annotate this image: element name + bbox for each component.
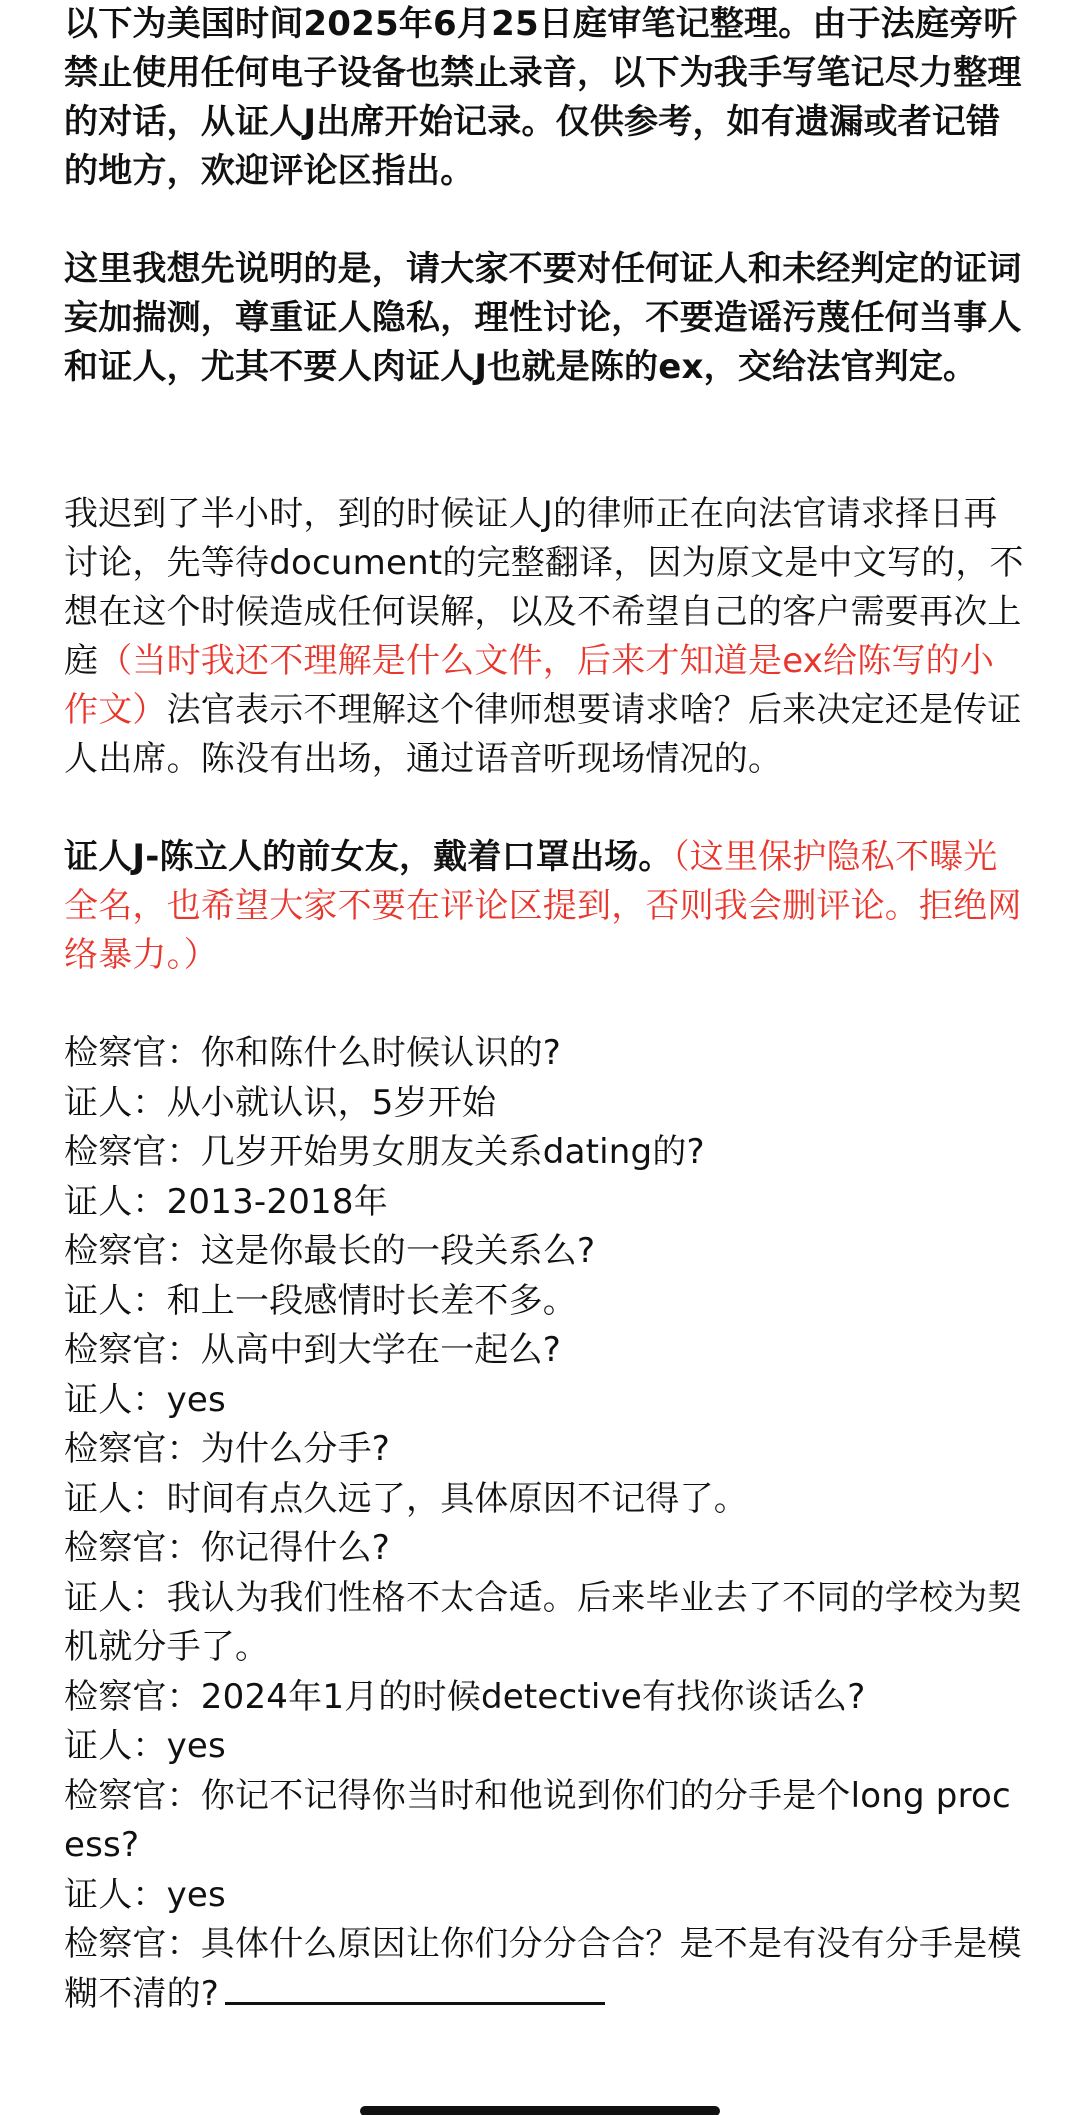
dialog-line <box>64 1920 1024 2019</box>
witness-intro-red-note: （这里保护隐私不曝光全名，也希望大家不要在评论区提到，否则我会删评论。拒绝网络暴力。） <box>64 837 1022 975</box>
dialog-line: 检察官：2024年1月的时候detective有找你谈话么? <box>64 1676 866 1717</box>
dialog-line: 证人：时间有点久远了，具体原因不记得了。 <box>64 1478 748 1519</box>
dialog-line: 检察官：你记不记得你当时和他说到你们的分手是个long process? <box>64 1775 1011 1865</box>
dialog-transcript <box>64 1029 1024 2019</box>
witness-intro-paragraph <box>64 833 1024 980</box>
witness-intro-bold: 证人J-陈立人的前女友，戴着口罩出场。 <box>64 837 673 877</box>
notice-paragraph: 这里我想先说明的是，请大家不要对任何证人和未经判定的证词妄加揣测，尊重证人隐私，理性讨论，不要造谣污蔑任何当事人和证人，尤其不要人肉证人J也就是陈的ex，交给法官判定。 <box>64 249 1022 387</box>
dialog-line: 证人：yes <box>64 1379 226 1420</box>
arrival-text-1: 我迟到了半小时，到的时候证人J的律师正在向法官请求择日再讨论，先等待document的完整翻译，因为原文是中文写的，不想在这个时候造成任何误解，以及不希望自己的客户需要再次上庭 <box>64 494 1024 681</box>
dialog-line: 检察官：你和陈什么时候认识的? <box>64 1033 562 1073</box>
dialog-line-text: 检察官：具体什么原因让你们分分合合？是不是有没有分手是模糊不清的? <box>64 1924 1022 2014</box>
cut-off-text-bar <box>225 2002 605 2005</box>
note-content <box>64 0 1024 2019</box>
dialog-line: 证人：yes <box>64 1874 226 1915</box>
dialog-line: 证人：从小就认识，5岁开始 <box>64 1082 497 1123</box>
arrival-red-note: （当时我还不理解是什么文件，后来才知道是ex给陈写的小作文） <box>64 641 995 730</box>
dialog-line: 证人：yes <box>64 1726 226 1766</box>
dialog-line: 检察官：从高中到大学在一起么? <box>64 1330 562 1370</box>
dialog-line: 检察官：为什么分手? <box>64 1429 391 1469</box>
arrival-text-2: 法官表示不理解这个律师想要请求啥？后来决定还是传证人出席。陈没有出场，通过语音听现场情况的。 <box>64 690 1022 779</box>
home-indicator[interactable] <box>360 2106 720 2115</box>
dialog-line: 证人：和上一段感情时长差不多。 <box>64 1280 577 1321</box>
intro-paragraph: 以下为美国时间2025年6月25日庭审笔记整理。由于法庭旁听禁止使用任何电子设备也禁止录音，以下为我手写笔记尽力整理的对话，从证人J出席开始记录。仅供参考，如有遗漏或者记错的地方，欢迎评论区指出。 <box>64 4 1022 191</box>
dialog-line: 检察官：你记得什么? <box>64 1528 391 1568</box>
dialog-line: 检察官：这是你最长的一段关系么? <box>64 1231 596 1271</box>
dialog-line: 证人：我认为我们性格不太合适。后来毕业去了不同的学校为契机就分手了。 <box>64 1577 1022 1667</box>
arrival-paragraph <box>64 490 1024 784</box>
dialog-line: 检察官：几岁开始男女朋友关系dating的? <box>64 1132 705 1172</box>
dialog-line: 证人：2013-2018年 <box>64 1181 388 1222</box>
